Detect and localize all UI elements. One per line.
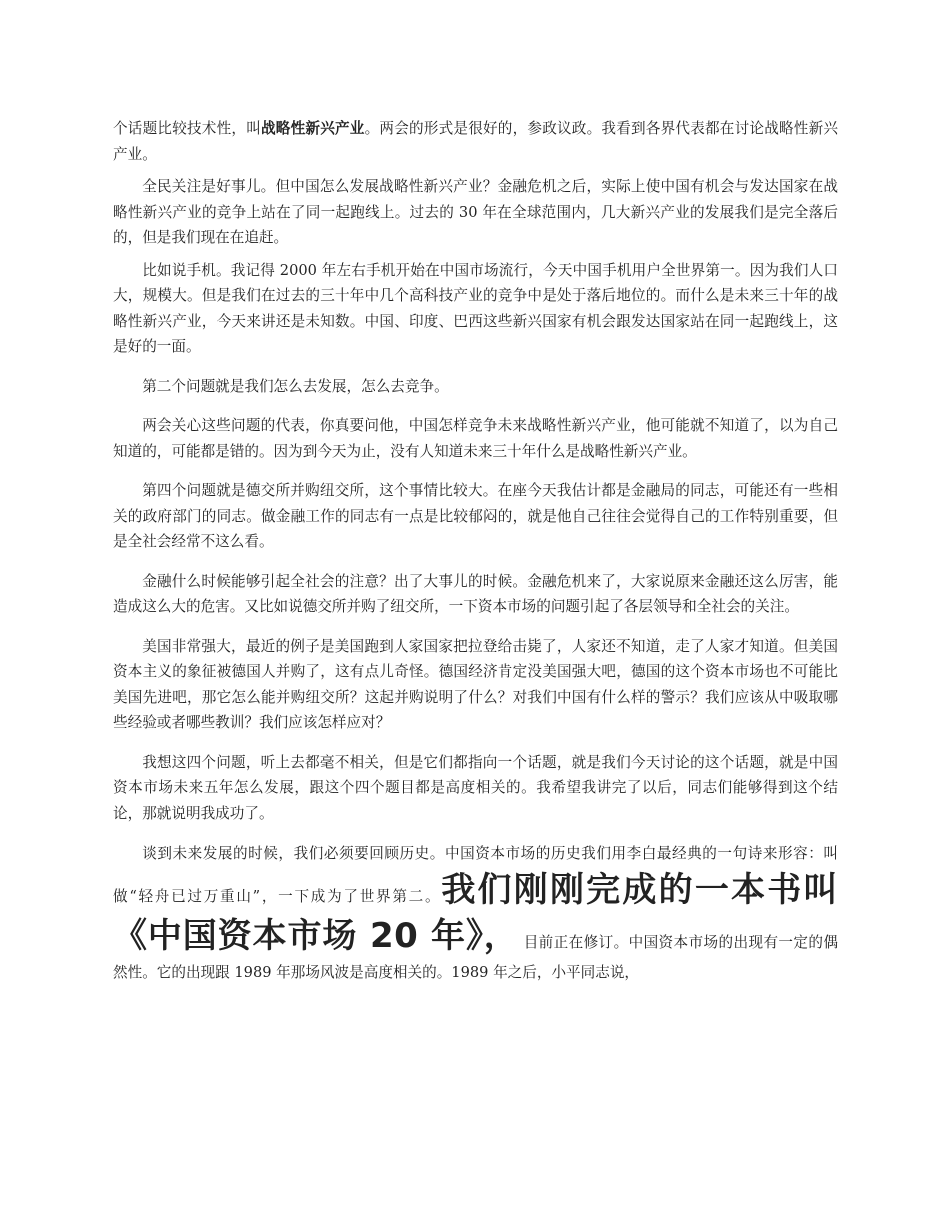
paragraph-6: 第四个问题就是德交所并购纽交所，这个事情比较大。在座今天我估计都是金融局的同志，可能还有一些相关的政府部门的同志。做金融工作的同志有一点是比较郁闷的，就是他自己往往会觉得自己的工作特别重要，但是全社会经常不这么看。 xyxy=(113,482,838,550)
document-body xyxy=(113,116,838,1000)
paragraph-3: 比如说手机。我记得 2000 年左右手机开始在中国市场流行，今天中国手机用户全世界第一。因为我们人口大，规模大。但是我们在过去的三十年中几个高科技产业的竞争中是处于落后地位的。而什么是未来三十年的战略性新兴产业，今天来讲还是未知数。中国、印度、巴西这些新兴国家有机会跟发达国家站在同一起跑线上，这是好的一面。 xyxy=(113,261,838,355)
large-emphasis-book-title: 我们刚刚完成的一本书叫《中国资本市场 20 年》， xyxy=(113,870,838,956)
paragraph-7: 金融什么时候能够引起全社会的注意？出了大事儿的时候。金融危机来了，大家说原来金融还这么厉害，能造成这么大的危害。又比如说德交所并购了纽交所，一下资本市场的问题引起了各层领导和全社会的关注。 xyxy=(113,572,838,615)
paragraph-8: 美国非常强大，最近的例子是美国跑到人家国家把拉登给击毙了，人家还不知道，走了人家才知道。但美国资本主义的象征被德国人并购了，这有点儿奇怪。德国经济肯定没美国强大吧，德国的这个资本市场也不可能比美国先进吧，那它怎么能并购纽交所？这起并购说明了什么？对我们中国有什么样的警示？我们应该从中吸取哪些经验或者哪些教训？我们应该怎样应对？ xyxy=(113,637,838,731)
paragraph-2: 全民关注是好事儿。但中国怎么发展战略性新兴产业？金融危机之后，实际上使中国有机会与发达国家在战略性新兴产业的竞争上站在了同一起跑线上。过去的 30 年在全球范围内，几大新兴产业的发展我们是完全落后的，但是我们现在在追赶。 xyxy=(113,178,838,246)
paragraph-5: 两会关心这些问题的代表，你真要问他，中国怎样竞争未来战略性新兴产业，他可能就不知道了，以为自己知道的，可能都是错的。因为到今天为止，没有人知道未来三十年什么是战略性新兴产业。 xyxy=(113,417,838,460)
paragraph-9: 我想这四个问题，听上去都毫不相关，但是它们都指向一个话题，就是我们今天讨论的这个话题，就是中国资本市场未来五年怎么发展，跟这个四个题目都是高度相关的。我希望我讲完了以后，同志们能够得到这个结论，那就说明我成功了。 xyxy=(113,753,838,822)
paragraph-1-before: 个话题比较技术性，叫 xyxy=(113,120,261,137)
paragraph-1 xyxy=(113,116,838,167)
paragraph-10-after: 目前正在修订。中国资本市场的出现有一定的偶然性。它的出现跟 1989 年那场风波是高度相关的。1989 年之后，小平同志说， xyxy=(113,934,838,981)
paragraph-4: 第二个问题就是我们怎么去发展，怎么去竞争。 xyxy=(142,377,449,395)
bold-term-strategic-emerging-industries: 战略性新兴产业 xyxy=(261,120,365,137)
paragraph-1-after: 。两会的形式是很好的，参政议政。我看到各界代表都在讨论战略性新兴产业。 xyxy=(113,120,838,163)
paragraph-10-before: 谈到未来发展的时候，我们必须要回顾历史。中国资本市场的历史我们用李白最经典的一句诗来形容：叫做“轻舟已过万重山”，一下成为了世界第二。 xyxy=(113,845,838,905)
paragraph-10 xyxy=(113,840,838,986)
